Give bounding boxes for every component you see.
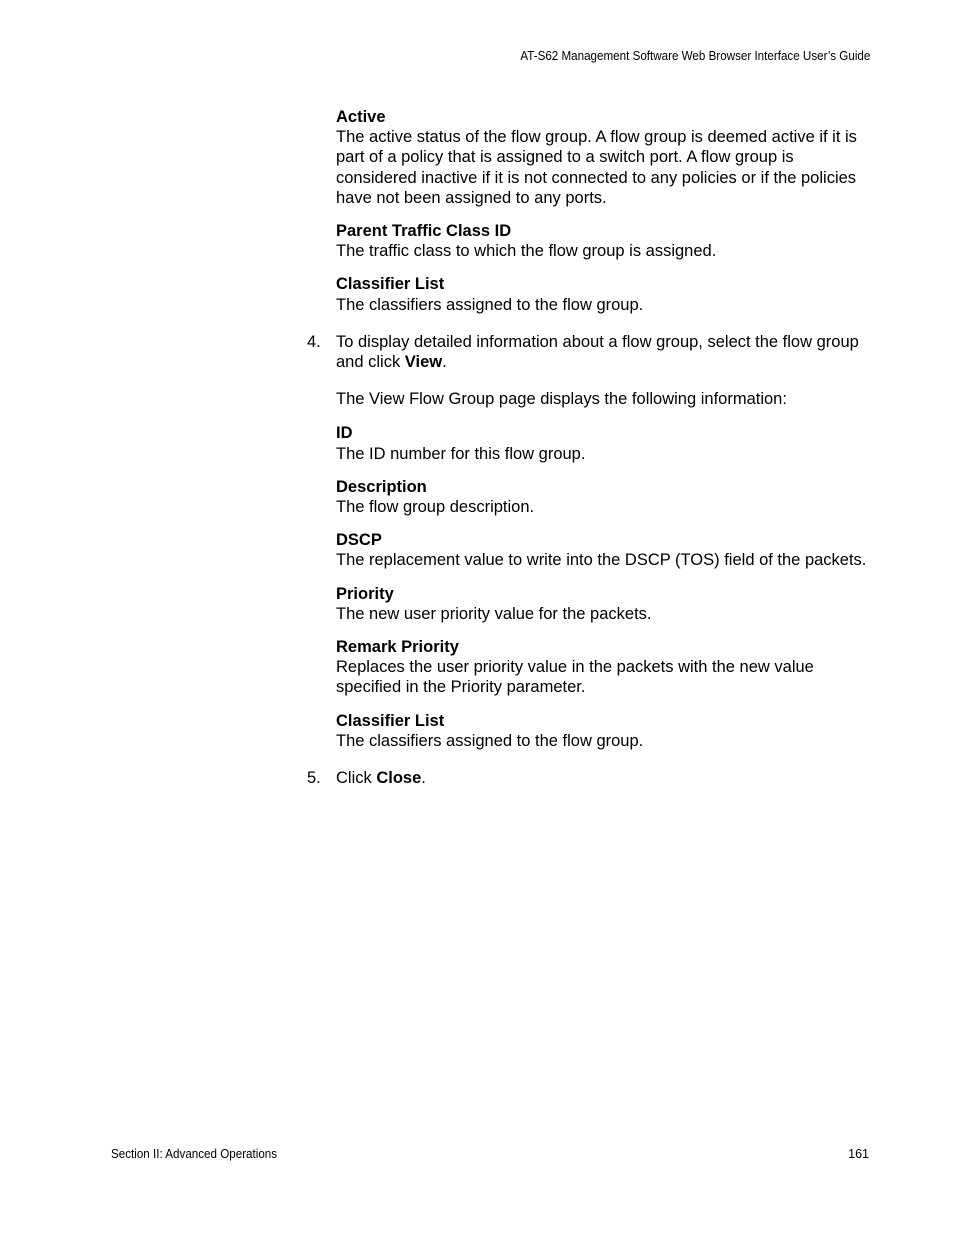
step-text-end: . bbox=[442, 353, 447, 372]
term-description: The ID number for this flow group. bbox=[336, 444, 586, 463]
term-description: Replaces the user priority value in the packets with the new value specified in the Priority parameter. bbox=[336, 658, 814, 697]
term-parent-traffic-class-id bbox=[336, 221, 871, 261]
step-text-end: . bbox=[421, 769, 426, 788]
page-number: 161 bbox=[848, 1147, 869, 1161]
step-4 bbox=[307, 332, 871, 372]
term-id bbox=[336, 423, 871, 463]
term-description: The active status of the flow group. A flow group is deemed active if it is part of a policy that is assigned to a switch port. A flow group is considered inactive if it is not connected to any policies or if the policies have not been assigned to any ports. bbox=[336, 128, 857, 207]
term-title: Active bbox=[336, 108, 386, 126]
view-intro-paragraph: The View Flow Group page displays the following information: bbox=[336, 390, 787, 409]
term-description-field bbox=[336, 477, 871, 517]
step-number: 5. bbox=[307, 769, 321, 788]
term-classifier-list-view bbox=[336, 711, 871, 751]
term-description: The flow group description. bbox=[336, 498, 535, 517]
step-text: Click bbox=[336, 769, 377, 788]
term-priority bbox=[336, 584, 871, 624]
close-button-reference: Close bbox=[376, 769, 422, 788]
term-title: DSCP bbox=[336, 531, 382, 550]
term-description: The replacement value to write into the DSCP (TOS) field of the packets. bbox=[336, 551, 867, 570]
page-content bbox=[307, 107, 871, 805]
term-dscp bbox=[336, 530, 871, 570]
term-title: Classifier List bbox=[336, 711, 445, 730]
term-title: Remark Priority bbox=[336, 638, 459, 657]
term-title: Parent Traffic Class ID bbox=[336, 222, 512, 241]
term-title: Classifier List bbox=[336, 275, 445, 294]
term-title: Description bbox=[336, 477, 427, 496]
term-description: The classifiers assigned to the flow group. bbox=[336, 295, 644, 314]
step-number: 4. bbox=[307, 332, 321, 351]
term-description: The new user priority value for the packets. bbox=[336, 604, 652, 623]
term-title: ID bbox=[336, 424, 353, 443]
step-5 bbox=[307, 768, 871, 788]
term-title: Priority bbox=[336, 584, 394, 603]
term-description: The classifiers assigned to the flow group. bbox=[336, 731, 644, 750]
term-classifier-list bbox=[336, 274, 871, 314]
view-button-reference: View bbox=[404, 353, 443, 372]
footer-section: Section II: Advanced Operations bbox=[111, 1147, 278, 1161]
term-active bbox=[336, 107, 871, 208]
step-text: To display detailed information about a flow group, select the flow group and click bbox=[336, 332, 859, 372]
running-header: AT-S62 Management Software Web Browser Interface User’s Guide bbox=[520, 49, 870, 63]
term-remark-priority bbox=[336, 637, 871, 698]
term-description: The traffic class to which the flow group is assigned. bbox=[336, 242, 717, 261]
